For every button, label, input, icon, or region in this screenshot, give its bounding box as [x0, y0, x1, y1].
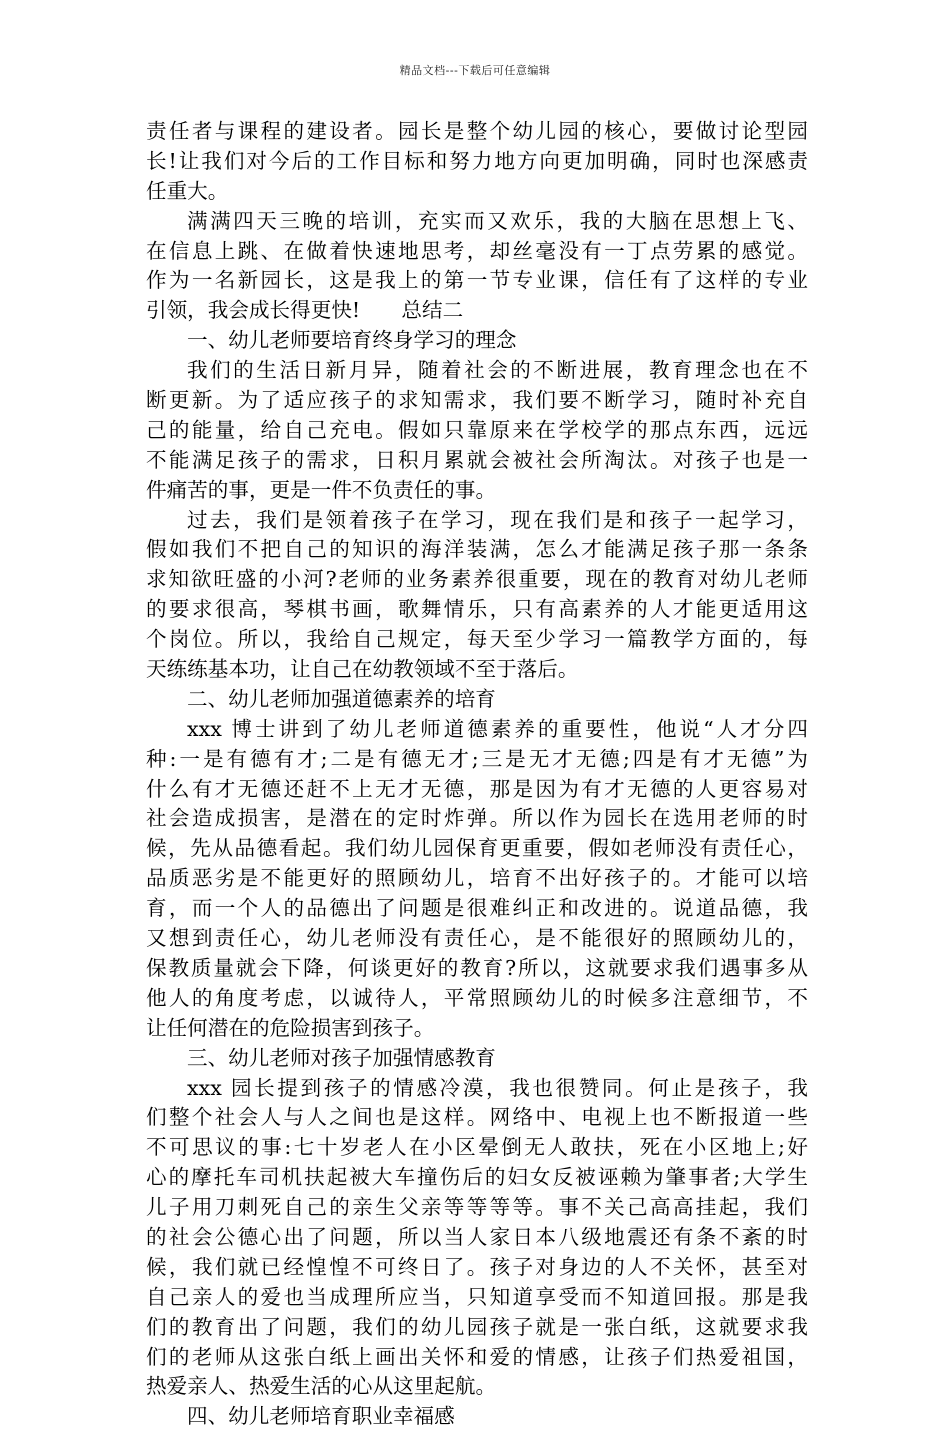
text-line: 社会造成损害，是潜在的定时炸弹。所以作为园长在选用老师的时	[146, 806, 808, 831]
text-line: 求知欲旺盛的小河?老师的业务素养很重要，现在的教育对幼儿老师	[146, 567, 808, 592]
text-line: 品质恶劣是不能更好的照顾幼儿，培育不出好孩子的。才能可以培	[146, 866, 808, 891]
text-line: 育，而一个人的品德出了问题是很难纠正和改进的。说道品德，我	[146, 896, 808, 921]
text-line: 假如我们不把自己的知识的海洋装满，怎么才能满足孩子那一条条	[146, 537, 808, 562]
text-line: 的社会公德心出了问题，所以当人家日本八级地震还有条不紊的时	[146, 1224, 808, 1249]
text-line: 种:一是有德有才;二是有德无才;三是无才无德;四是有才无德”为	[146, 746, 808, 771]
text-line: 作为一名新园长，这是我上的第一节专业课，信任有了这样的专业	[146, 268, 808, 293]
text-line: 任重大。	[146, 178, 229, 203]
text-line: 们整个社会人与人之间也是这样。网络中、电视上也不断报道一些	[146, 1105, 808, 1130]
text-line: 长!让我们对今后的工作目标和努力地方向更加明确，同时也深感责	[146, 148, 808, 173]
text-line: 不可思议的事:七十岁老人在小区晕倒无人敢扶，死在小区地上;好	[146, 1135, 808, 1160]
text-line: 满满四天三晚的培训，充实而又欢乐，我的大脑在思想上飞、	[187, 208, 808, 233]
text-line: 让任何潜在的危险损害到孩子。	[146, 1015, 435, 1040]
text-line: 在信息上跳、在做着快速地思考，却丝毫没有一丁点劳累的感觉。	[146, 238, 808, 263]
text-line: xxx 博士讲到了幼儿老师道德素养的重要性，他说“人才分四	[187, 716, 808, 741]
text-line: 二、幼儿老师加强道德素养的培育	[187, 686, 496, 711]
text-line: 断更新。为了适应孩子的求知需求，我们要不断学习，随时补充自	[146, 388, 808, 413]
text-line: 候，先从品德看起。我们幼儿园保育更重要，假如老师没有责任心，	[146, 836, 808, 861]
text-line: 又想到责任心，幼儿老师没有责任心，是不能很好的照顾幼儿的，	[146, 926, 808, 951]
text-line: 保教质量就会下降，何谈更好的教育?所以，这就要求我们遇事多从	[146, 955, 808, 980]
text-line: 热爱亲人、热爱生活的心从这里起航。	[146, 1374, 497, 1399]
text-line: 自己亲人的爱也当成理所应当，只知道享受而不知道回报。那是我	[146, 1284, 808, 1309]
text-line: 一、幼儿老师要培育终身学习的理念	[187, 328, 517, 353]
page-header: 精品文档---下载后可任意编辑	[399, 64, 551, 77]
text-line: 不能满足孩子的需求，日积月累就会被社会所淘汰。对孩子也是一	[146, 447, 808, 472]
text-line: 四、幼儿老师培育职业幸福感	[187, 1404, 455, 1429]
text-line: 过去，我们是领着孩子在学习，现在我们是和孩子一起学习，	[187, 507, 808, 532]
text-line: 我们的生活日新月异，随着社会的不断进展，教育理念也在不	[187, 358, 808, 383]
text-line: 天练练基本功，让自己在幼教领域不至于落后。	[146, 657, 579, 682]
text-line: xxx 园长提到孩子的情感冷漠，我也很赞同。何止是孩子，我	[187, 1075, 808, 1100]
text-line: 己的能量，给自己充电。假如只靠原来在学校学的那点东西，远远	[146, 417, 808, 442]
text-line: 他人的角度考虑，以诚待人，平常照顾幼儿的时候多注意细节，不	[146, 985, 808, 1010]
document-body	[146, 117, 808, 1432]
text-line: 个岗位。所以，我给自己规定，每天至少学习一篇教学方面的，每	[146, 627, 808, 652]
text-line: 三、幼儿老师对孩子加强情感教育	[187, 1045, 496, 1070]
text-line: 的要求很高，琴棋书画，歌舞情乐，只有高素养的人才能更适用这	[146, 597, 808, 622]
text-line: 们的教育出了问题，我们的幼儿园孩子就是一张白纸，这就要求我	[146, 1314, 808, 1339]
text-line: 责任者与课程的建设者。园长是整个幼儿园的核心，要做讨论型园	[146, 119, 808, 143]
text-line: 们的老师从这张白纸上画出关怀和爱的情感，让孩子们热爱祖国，	[146, 1344, 808, 1369]
text-line: 心的摩托车司机扶起被大车撞伤后的妇女反被诬赖为肇事者;大学生	[146, 1165, 808, 1190]
text-line: 引领，我会成长得更快! 总结二	[146, 298, 464, 323]
text-line: 什么有才无德还赶不上无才无德，那是因为有才无德的人更容易对	[146, 776, 808, 801]
text-line: 件痛苦的事，更是一件不负责任的事。	[146, 477, 497, 502]
text-line: 儿子用刀刺死自己的亲生父亲等等等等。事不关己高高挂起，我们	[146, 1195, 808, 1220]
text-line: 候，我们就已经惶惶不可终日了。孩子对身边的人不关怀，甚至对	[146, 1254, 808, 1279]
